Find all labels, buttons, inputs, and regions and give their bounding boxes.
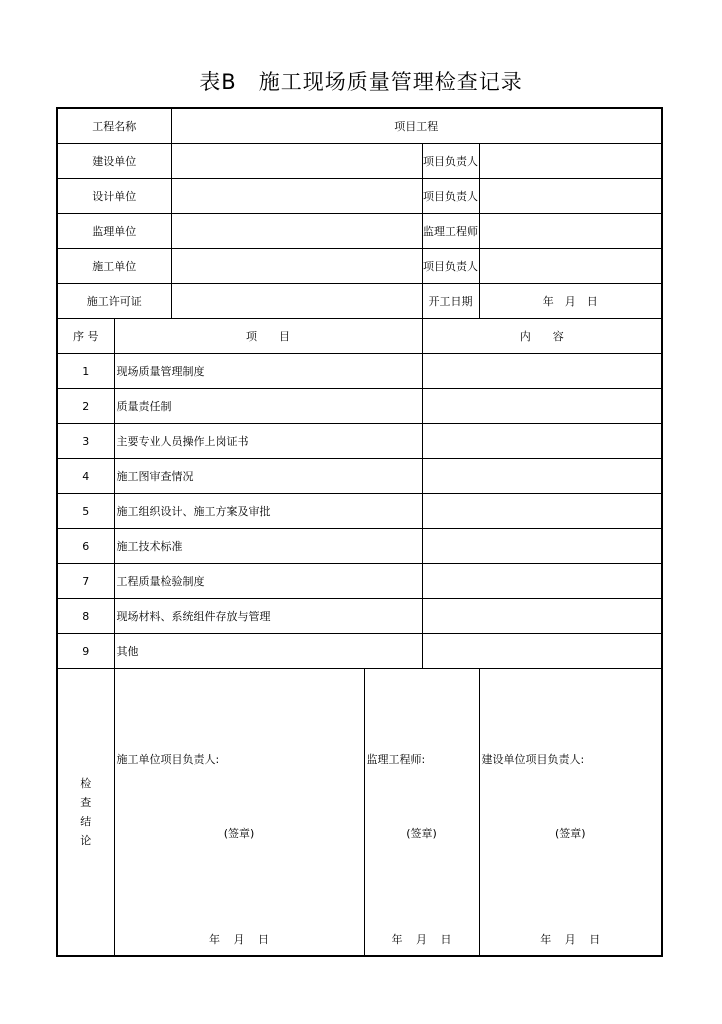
table-row [57,459,662,494]
item-no: 8 [57,599,114,634]
unit-label: 监理单位 [57,214,171,249]
item-name: 施工组织设计、施工方案及审批 [114,494,422,529]
item-no: 7 [57,564,114,599]
item-no: 4 [57,459,114,494]
signer-date: 年 月 日 [209,933,269,946]
signer-stamp: (签章) [406,827,437,840]
item-content[interactable] [422,529,662,564]
responsible-value[interactable] [479,249,662,284]
seq-header: 序 号 [57,319,114,354]
page-title: 表B 施工现场质量管理检查记录 [199,70,523,94]
item-no: 2 [57,389,114,424]
project-name-value[interactable]: 项目工程 [171,108,662,144]
table-row [57,354,662,389]
signer-stamp: (签章) [554,827,586,840]
start-date-value[interactable]: 年 月 日 [479,284,662,319]
signature-builder[interactable] [114,669,364,957]
start-date-label: 开工日期 [422,284,479,319]
permit-row [57,284,662,319]
item-content[interactable] [422,459,662,494]
responsible-label: 项目负责人 [422,144,479,179]
responsible-value[interactable] [479,179,662,214]
content-header: 内 容 [422,319,662,354]
item-content[interactable] [422,564,662,599]
signer-role: 建设单位项目负责人: [481,753,585,766]
item-name: 其他 [114,634,422,669]
builder-unit-row [57,249,662,284]
item-no: 3 [57,424,114,459]
item-content[interactable] [422,354,662,389]
unit-value[interactable] [171,144,422,179]
signer-date: 年 月 日 [391,933,452,946]
construction-unit-row [57,144,662,179]
item-name: 施工图审查情况 [114,459,422,494]
table-row [57,599,662,634]
project-name-row [57,108,662,144]
table-row [57,529,662,564]
responsible-label: 项目负责人 [422,179,479,214]
conclusion-row [57,669,662,957]
unit-value[interactable] [171,179,422,214]
permit-label: 施工许可证 [57,284,171,319]
responsible-value[interactable] [479,214,662,249]
responsible-value[interactable] [479,144,662,179]
item-name: 主要专业人员操作上岗证书 [114,424,422,459]
table-row [57,494,662,529]
conclusion-label-text: 检查结论 [80,777,92,847]
unit-value[interactable] [171,214,422,249]
table-row [57,389,662,424]
signature-owner[interactable] [479,669,662,957]
signature-supervisor[interactable] [364,669,479,957]
unit-label: 设计单位 [57,179,171,214]
item-no: 1 [57,354,114,389]
signer-date: 年 月 日 [540,933,601,946]
item-name: 质量责任制 [114,389,422,424]
item-content[interactable] [422,389,662,424]
item-no: 9 [57,634,114,669]
column-header-row [57,319,662,354]
item-name: 工程质量检验制度 [114,564,422,599]
conclusion-label [57,669,114,957]
responsible-label: 项目负责人 [422,249,479,284]
table-row [57,564,662,599]
item-name: 现场质量管理制度 [114,354,422,389]
responsible-label: 监理工程师 [422,214,479,249]
item-no: 6 [57,529,114,564]
item-content[interactable] [422,634,662,669]
project-name-label: 工程名称 [57,108,171,144]
table-row [57,424,662,459]
design-unit-row [57,179,662,214]
permit-value[interactable] [171,284,422,319]
signer-role: 监理工程师: [366,753,426,766]
signer-stamp: (签章) [223,827,255,840]
item-name: 施工技术标准 [114,529,422,564]
table-row [57,634,662,669]
unit-label: 建设单位 [57,144,171,179]
unit-value[interactable] [171,249,422,284]
item-name: 现场材料、系统组件存放与管理 [114,599,422,634]
unit-label: 施工单位 [57,249,171,284]
item-content[interactable] [422,494,662,529]
item-header: 项 目 [114,319,422,354]
item-no: 5 [57,494,114,529]
supervision-unit-row [57,214,662,249]
item-content[interactable] [422,424,662,459]
inspection-record-table [56,107,663,957]
signer-role: 施工单位项目负责人: [116,753,220,766]
item-content[interactable] [422,599,662,634]
